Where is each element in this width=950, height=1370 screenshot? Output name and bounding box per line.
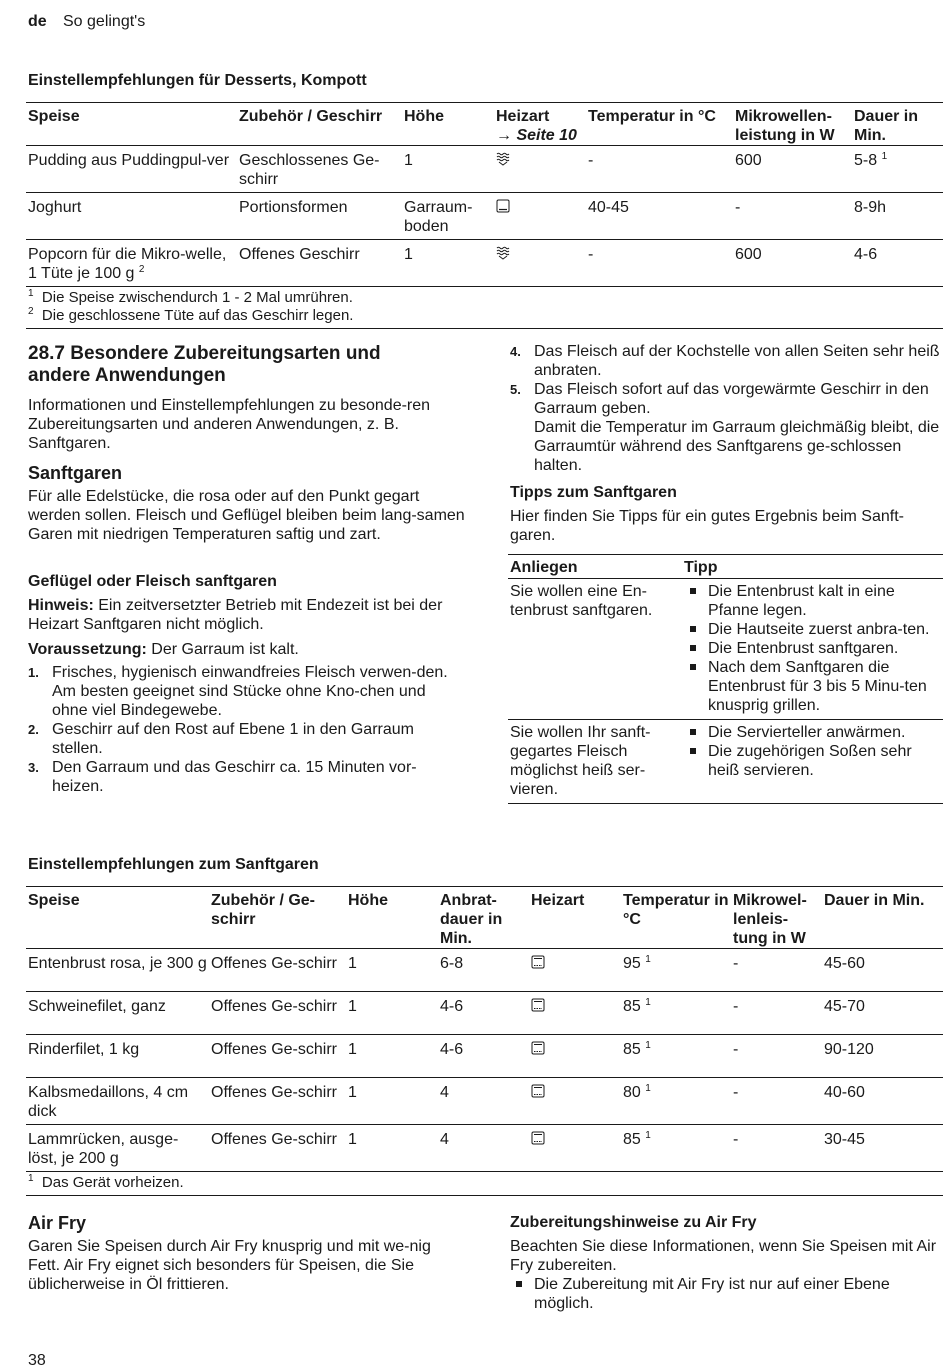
footnote: $^1$ Die Speise zwischendurch 1 - 2 Mal umrühren. bbox=[28, 288, 353, 306]
cell-anbrat: 4 bbox=[438, 1125, 529, 1172]
cell-zubehoer: Portionsformen bbox=[237, 193, 402, 240]
table-row bbox=[26, 193, 943, 240]
cell-hoehe: Garraum-boden bbox=[402, 193, 494, 240]
step-item: 3. Den Garraum und das Geschirr ca. 15 Minuten vor-heizen. bbox=[28, 759, 417, 795]
cell-anbrat: 4-6 bbox=[438, 992, 529, 1035]
col-header: Höhe bbox=[348, 892, 388, 909]
col-header: Höhe bbox=[404, 108, 444, 125]
cell-tipp bbox=[682, 579, 943, 720]
cell-heizart bbox=[529, 992, 621, 1035]
cell-anliegen: Sie wollen eine En-tenbrust sanftgaren. bbox=[508, 579, 682, 720]
cell-temp: 95 $^1$ bbox=[621, 949, 731, 992]
footnote-ref: 1 bbox=[645, 1040, 651, 1051]
footnote-ref: 1 bbox=[645, 1130, 651, 1141]
tipps-intro: Hier finden Sie Tipps für ein gutes Ergebnis beim Sanft-garen. bbox=[510, 508, 904, 544]
step-item: 4. Das Fleisch auf der Kochstelle von allen Seiten sehr heiß anbraten. bbox=[510, 343, 940, 379]
list-item: Die Entenbrust sanftgaren. bbox=[684, 639, 941, 658]
sanftgaren-title: Sanftgaren bbox=[28, 463, 123, 483]
language-code: de bbox=[28, 13, 47, 30]
cell-dauer: 30-45 bbox=[822, 1125, 943, 1172]
table-row bbox=[508, 720, 943, 804]
list-item: Nach dem Sanftgaren die Entenbrust für 3 bis 5 Minu-ten knusprig grillen. bbox=[684, 658, 941, 715]
page-number: 38 bbox=[28, 1352, 46, 1369]
cell-zubehoer: Geschlossenes Ge-schirr bbox=[237, 146, 402, 193]
section-title: 28.7 Besondere Zubereitungsarten und andere Anwendungen bbox=[28, 343, 381, 386]
col-header: Dauer in Min. bbox=[824, 892, 925, 909]
running-header-title: So gelingt's bbox=[63, 13, 146, 30]
cell-anliegen: Sie wollen Ihr sanft-gegartes Fleisch möglichst heiß ser-vieren. bbox=[508, 720, 682, 804]
airfry-hinweise-title: Zubereitungshinweise zu Air Fry bbox=[510, 1214, 757, 1231]
cell-mikro: 600 bbox=[733, 240, 852, 287]
list-item: Die Zubereitung mit Air Fry ist nur auf einer Ebene möglich. bbox=[510, 1275, 940, 1313]
cell-speise: Pudding aus Puddingpul-ver bbox=[26, 146, 237, 193]
cell-temp: 85 $^1$ bbox=[621, 992, 731, 1035]
tipps-title: Tipps zum Sanftgaren bbox=[510, 484, 677, 501]
cell-mikro: - bbox=[733, 193, 852, 240]
footnote-ref: 1 bbox=[645, 1083, 651, 1094]
col-header: Tipp bbox=[682, 555, 943, 579]
footnote: $^1$ Das Gerät vorheizen. bbox=[26, 1172, 943, 1196]
cell-dauer: 45-70 bbox=[822, 992, 943, 1035]
cell-speise: Kalbsmedaillons, 4 cm dick bbox=[26, 1078, 209, 1125]
cell-hoehe: 1 bbox=[346, 1078, 438, 1125]
tipps-table bbox=[508, 554, 943, 804]
steps-list-continued bbox=[510, 342, 942, 475]
dessert-table-heading: Einstellempfehlungen für Desserts, Kompott bbox=[28, 72, 367, 89]
cell-temp: 85 $^1$ bbox=[621, 1035, 731, 1078]
col-header: Dauer in Min. bbox=[854, 108, 919, 144]
slow-cook-icon bbox=[531, 955, 545, 969]
cell-zubehoer: Offenes Ge-schirr bbox=[209, 1035, 346, 1078]
airfry-hinweise-text: Beachten Sie diese Informationen, wenn Sie Speisen mit Air Fry zubereiten. bbox=[510, 1238, 937, 1274]
list-item: Die Hautseite zuerst anbra-ten. bbox=[684, 620, 941, 639]
footnote: $^2$ Die geschlossene Tüte auf das Geschirr legen. bbox=[28, 306, 354, 324]
cell-heizart bbox=[494, 240, 586, 287]
col-header: Zubehör / Geschirr bbox=[239, 108, 383, 125]
cell-zubehoer: Offenes Ge-schirr bbox=[209, 1078, 346, 1125]
slow-cook-icon bbox=[531, 1084, 545, 1098]
sanftgaren-table bbox=[26, 886, 943, 1196]
cell-speise: Joghurt bbox=[26, 193, 237, 240]
table-row bbox=[26, 949, 943, 992]
cell-temp: - bbox=[586, 146, 733, 193]
cell-anbrat: 4 bbox=[438, 1078, 529, 1125]
cell-dauer: 40-60 bbox=[822, 1078, 943, 1125]
bottom-heat-icon bbox=[496, 199, 510, 213]
cell-dauer: 8-9h bbox=[852, 193, 943, 240]
cell-mikro: - bbox=[731, 992, 822, 1035]
cell-zubehoer: Offenes Geschirr bbox=[237, 240, 402, 287]
cell-hoehe: 1 bbox=[346, 1125, 438, 1172]
table-row bbox=[26, 1125, 943, 1172]
cell-zubehoer: Offenes Ge-schirr bbox=[209, 992, 346, 1035]
footnote-ref: 2 bbox=[138, 264, 145, 275]
cell-tipp bbox=[682, 720, 943, 804]
step-item: 2. Geschirr auf den Rost auf Ebene 1 in den Garraum stellen. bbox=[28, 721, 414, 757]
col-header: Anliegen bbox=[508, 555, 682, 579]
footnote-ref: 1 bbox=[645, 954, 651, 965]
list-item: Die zugehörigen Soßen sehr heiß servieren. bbox=[684, 742, 941, 780]
cell-temp: 40-45 bbox=[586, 193, 733, 240]
footnote-row bbox=[26, 287, 943, 329]
cell-zubehoer: Offenes Ge-schirr bbox=[209, 949, 346, 992]
hinweis-note: Hinweis: Ein zeitversetzter Betrieb mit Endezeit ist bei der Heizart Sanftgaren nicht möglich. bbox=[28, 597, 443, 633]
table-row bbox=[26, 1035, 943, 1078]
step-item: 5. Das Fleisch sofort auf das vorgewärmte Geschirr in den Garraum geben. Damit die Temperatur im Garraum gleichmäßig bleibt, die Garraumtür während des Sanftgarens ge-schlossen halten. bbox=[510, 381, 940, 474]
voraussetzung-note: Voraussetzung: Der Garraum ist kalt. bbox=[28, 641, 299, 658]
col-header: Speise bbox=[28, 108, 80, 125]
sanftgaren-subtitle: Geflügel oder Fleisch sanftgaren bbox=[28, 573, 277, 590]
cell-mikro: - bbox=[731, 1035, 822, 1078]
list-item: Die Servierteller anwärmen. bbox=[684, 723, 941, 742]
cell-dauer: 4-6 bbox=[852, 240, 943, 287]
microwave-icon bbox=[496, 246, 510, 260]
col-header: Heizart bbox=[531, 892, 585, 909]
col-header: Anbrat-dauer in Min. bbox=[440, 892, 503, 947]
col-header: Mikrowel-lenleis-tung in W bbox=[733, 892, 807, 947]
cell-heizart bbox=[494, 193, 586, 240]
cell-dauer: 90-120 bbox=[822, 1035, 943, 1078]
cell-speise: Schweinefilet, ganz bbox=[26, 992, 209, 1035]
cell-anbrat: 6-8 bbox=[438, 949, 529, 992]
section-intro: Informationen und Einstellempfehlungen zu besonde-ren Zubereitungsarten und anderen Anwendungen, z. B. Sanftgaren. bbox=[28, 397, 431, 452]
cell-hoehe: 1 bbox=[402, 240, 494, 287]
cell-speise: Popcorn für die Mikro-welle, 1 Tüte je 100 g $^2$ bbox=[26, 240, 237, 287]
cell-mikro: - bbox=[731, 949, 822, 992]
cell-hoehe: 1 bbox=[346, 992, 438, 1035]
microwave-icon bbox=[496, 152, 510, 166]
cell-hoehe: 1 bbox=[402, 146, 494, 193]
cell-hoehe: 1 bbox=[346, 1035, 438, 1078]
cell-speise: Lammrücken, ausge-löst, je 200 g bbox=[26, 1125, 209, 1172]
cell-speise: Entenbrust rosa, je 300 g bbox=[26, 949, 209, 992]
table-row bbox=[26, 1078, 943, 1125]
sanftgaren-text: Für alle Edelstücke, die rosa oder auf den Punkt gegart werden sollen. Fleisch und Geflügel bleiben beim lang-samen Garen mit niedrigen Temperaturen saftig und zart. bbox=[28, 488, 465, 543]
airfry-title: Air Fry bbox=[28, 1213, 87, 1233]
cell-heizart bbox=[529, 1125, 621, 1172]
cell-temp: - bbox=[586, 240, 733, 287]
cell-mikro: - bbox=[731, 1125, 822, 1172]
steps-list bbox=[28, 663, 458, 796]
cell-zubehoer: Offenes Ge-schirr bbox=[209, 1125, 346, 1172]
airfry-text: Garen Sie Speisen durch Air Fry knusprig und mit we-nig Fett. Air Fry eignet sich besonders für Speisen, die Sie üblicherweise in Öl frittieren. bbox=[28, 1238, 431, 1293]
col-header: Zubehör / Ge-schirr bbox=[211, 892, 315, 928]
cell-heizart bbox=[529, 949, 621, 992]
dessert-table bbox=[26, 102, 943, 329]
cell-heizart bbox=[529, 1078, 621, 1125]
col-header: Heizart → Seite 10 bbox=[496, 108, 577, 144]
footnote-ref: 1 bbox=[881, 151, 888, 162]
table-row bbox=[508, 579, 943, 720]
cell-mikro: - bbox=[731, 1078, 822, 1125]
slow-cook-icon bbox=[531, 998, 545, 1012]
step-item: 1. Frisches, hygienisch einwandfreies Fleisch verwen-den. Am besten geeignet sind Stücke ohne Kno-chen und ohne viel Bindegewebe. bbox=[28, 664, 448, 719]
table-footnotes bbox=[26, 287, 943, 329]
cell-dauer: 45-60 bbox=[822, 949, 943, 992]
col-header: Temperatur in °C bbox=[623, 892, 729, 928]
col-header: Mikrowellen-leistung in W bbox=[735, 108, 835, 144]
col-header: Speise bbox=[28, 892, 80, 909]
sanftgaren-table-heading: Einstellempfehlungen zum Sanftgaren bbox=[28, 856, 319, 873]
cell-heizart bbox=[529, 1035, 621, 1078]
col-header: Temperatur in °C bbox=[588, 108, 716, 125]
cell-hoehe: 1 bbox=[346, 949, 438, 992]
table-row bbox=[26, 992, 943, 1035]
cell-dauer: 5-8 $^1$ bbox=[852, 146, 943, 193]
cell-temp: 85 $^1$ bbox=[621, 1125, 731, 1172]
slow-cook-icon bbox=[531, 1131, 545, 1145]
cell-speise: Rinderfilet, 1 kg bbox=[26, 1035, 209, 1078]
footnote-row bbox=[26, 1172, 943, 1196]
airfry-hinweise-list bbox=[510, 1275, 940, 1313]
slow-cook-icon bbox=[531, 1041, 545, 1055]
footnote-ref: 1 bbox=[645, 997, 651, 1008]
cell-heizart bbox=[494, 146, 586, 193]
table-row bbox=[26, 146, 943, 193]
cell-temp: 80 $^1$ bbox=[621, 1078, 731, 1125]
page-reference-link[interactable]: → Seite 10 bbox=[496, 127, 577, 144]
table-row bbox=[26, 240, 943, 287]
list-item: Die Entenbrust kalt in eine Pfanne legen. bbox=[684, 582, 941, 620]
cell-mikro: 600 bbox=[733, 146, 852, 193]
cell-anbrat: 4-6 bbox=[438, 1035, 529, 1078]
